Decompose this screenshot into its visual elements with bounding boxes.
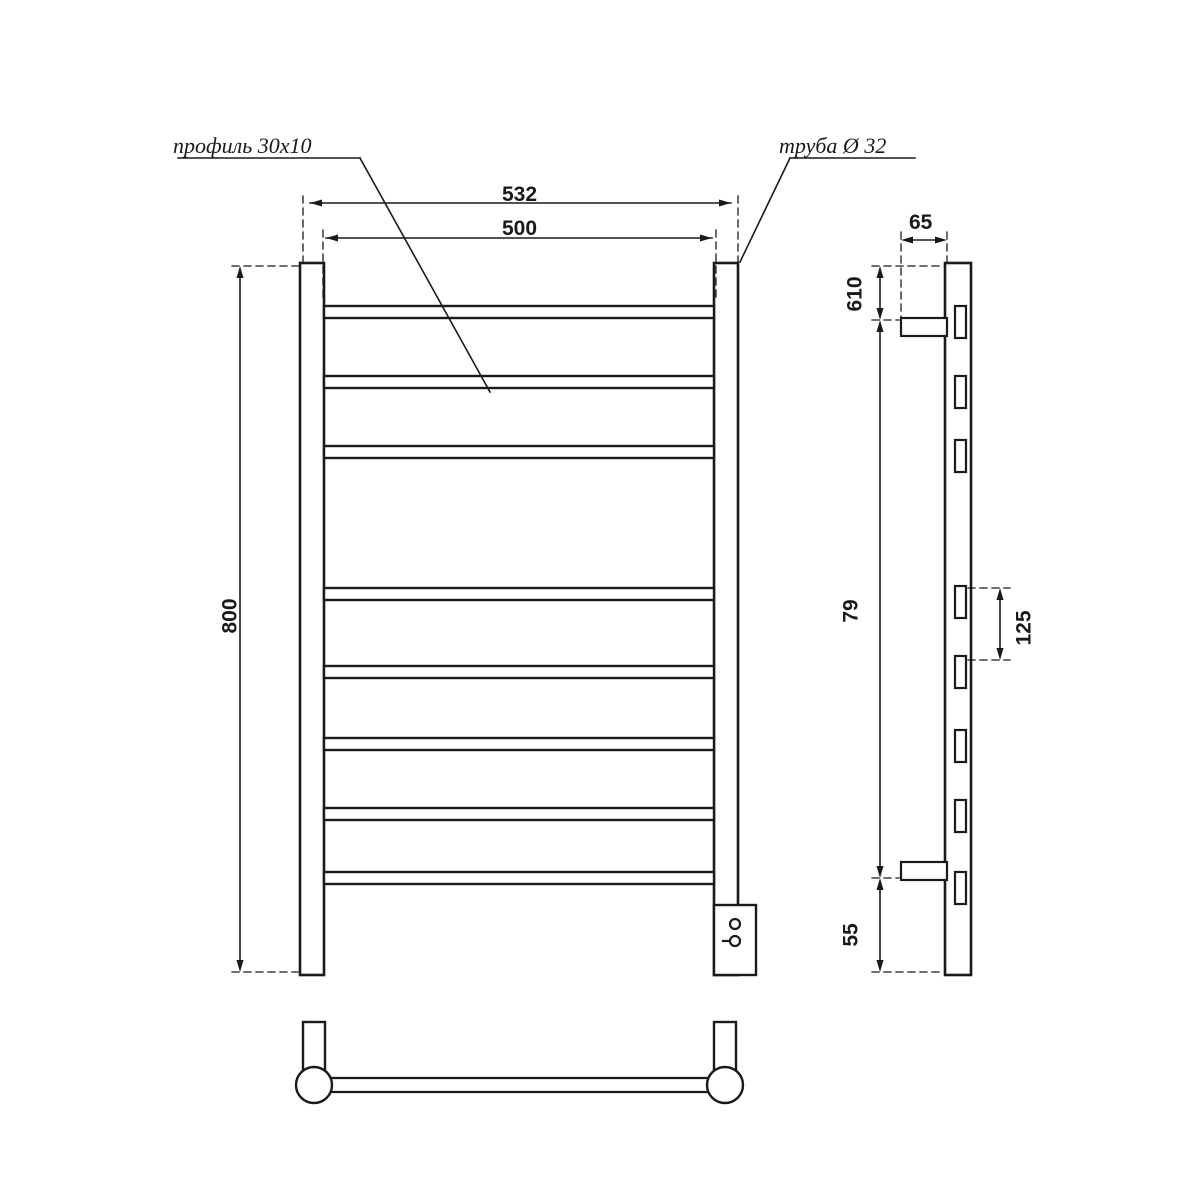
side-rung-marks	[955, 306, 966, 904]
front-extension-lines	[303, 196, 738, 300]
dim-line-55	[901, 237, 947, 244]
dimension-65: 610	[843, 276, 867, 312]
front-rungs	[324, 306, 714, 884]
dim-line-610	[877, 320, 884, 878]
dimension-500: 500	[502, 217, 538, 240]
pipe-callout-label: труба Ø 32	[779, 133, 887, 158]
dimension-610: 79	[839, 599, 863, 623]
front-control-box	[714, 905, 756, 975]
dim-line-65	[877, 266, 884, 320]
front-left-post	[300, 263, 324, 975]
side-bracket-bottom	[901, 862, 947, 880]
dimension-55: 65	[909, 211, 933, 234]
dimension-125: 55	[839, 923, 863, 947]
dim-line-125	[877, 878, 884, 972]
dimension-800: 800	[218, 598, 242, 634]
profile-callout-label: профиль 30x10	[173, 133, 312, 158]
front-right-post	[714, 263, 738, 975]
top-view	[296, 1022, 743, 1103]
dim-line-79	[997, 588, 1004, 660]
dimension-79: 125	[1012, 610, 1036, 646]
side-bracket-top	[901, 318, 947, 336]
leader-profile	[178, 158, 490, 392]
leader-pipe	[740, 158, 915, 262]
dimension-532: 532	[502, 183, 538, 206]
